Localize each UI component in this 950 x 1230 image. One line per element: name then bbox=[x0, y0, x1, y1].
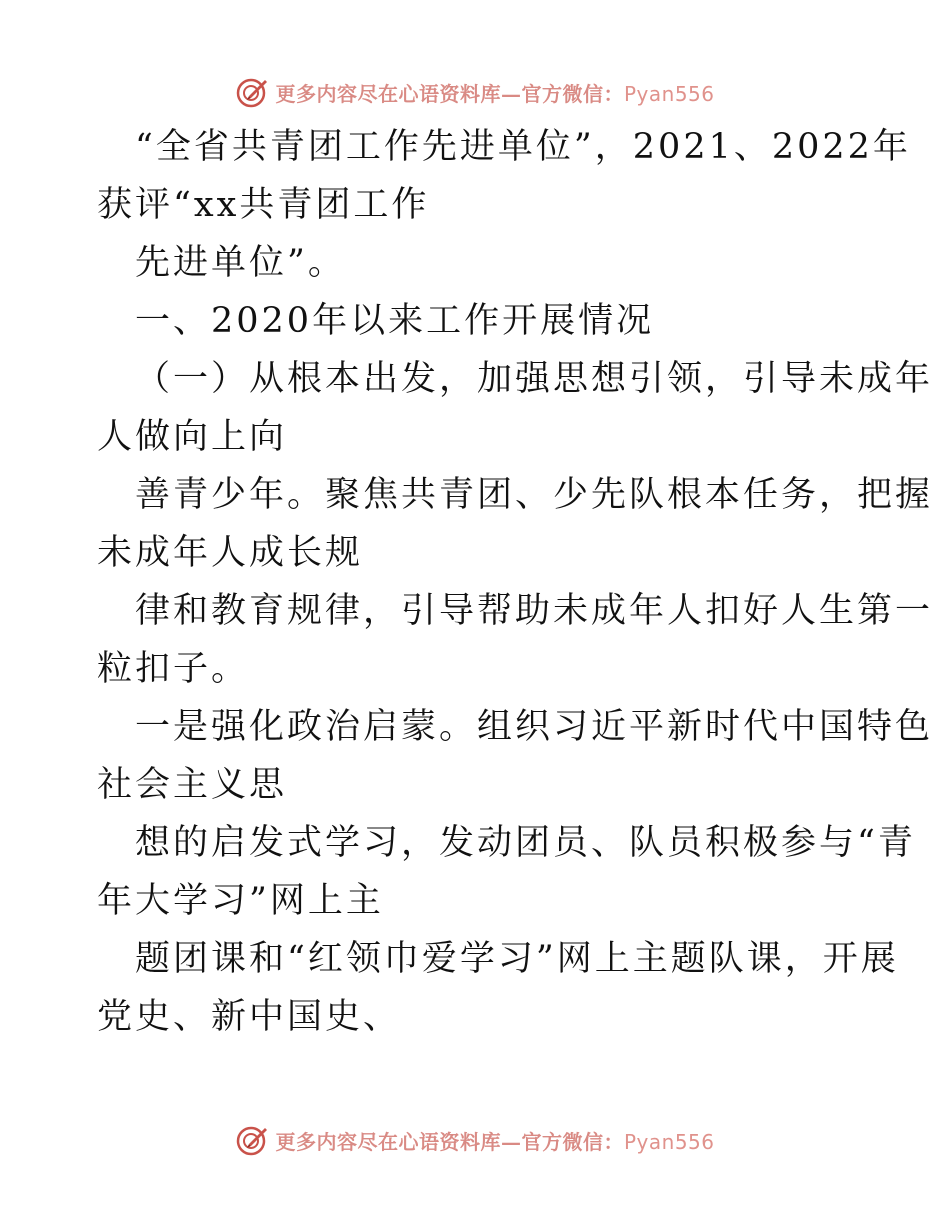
text-line: 社会主义思 bbox=[97, 765, 288, 805]
text-line: 未成年人成长规 bbox=[97, 533, 364, 573]
text-line: 获评“xx共青团工作 bbox=[97, 185, 430, 225]
watermark-header bbox=[0, 72, 950, 112]
document-body bbox=[97, 118, 934, 1046]
watermark-footer bbox=[0, 1120, 950, 1160]
pen-logo-icon bbox=[235, 1123, 269, 1157]
text-line: 年大学习”网上主 bbox=[97, 881, 384, 921]
text-line: “全省共青团工作先进单位”，2021、2022年 bbox=[135, 127, 911, 167]
text-line: 想的启发式学习，发动团员、队员积极参与“青 bbox=[135, 823, 916, 863]
text-line: 一是强化政治启蒙。组织习近平新时代中国特色 bbox=[135, 707, 934, 747]
text-line: 题团课和“红领巾爱学习”网上主题队课，开展 bbox=[135, 939, 899, 979]
pen-logo-icon bbox=[235, 75, 269, 109]
text-line: 先进单位”。 bbox=[135, 243, 346, 283]
text-line: 善青少年。聚焦共青团、少先队根本任务，把握 bbox=[135, 475, 934, 515]
text-line: 粒扣子。 bbox=[97, 649, 250, 689]
subsection-heading: （一）从根本出发，加强思想引领，引导未成年 bbox=[135, 359, 934, 399]
watermark-text: 更多内容尽在心语资料库—官方微信：Pyan556 bbox=[275, 81, 715, 106]
section-heading: 一、2020年以来工作开展情况 bbox=[135, 301, 655, 341]
text-line: 律和教育规律，引导帮助未成年人扣好人生第一 bbox=[135, 591, 934, 631]
watermark-text: 更多内容尽在心语资料库—官方微信：Pyan556 bbox=[275, 1129, 715, 1154]
text-line: 党史、新中国史、 bbox=[97, 997, 402, 1037]
text-line: 人做向上向 bbox=[97, 417, 288, 457]
